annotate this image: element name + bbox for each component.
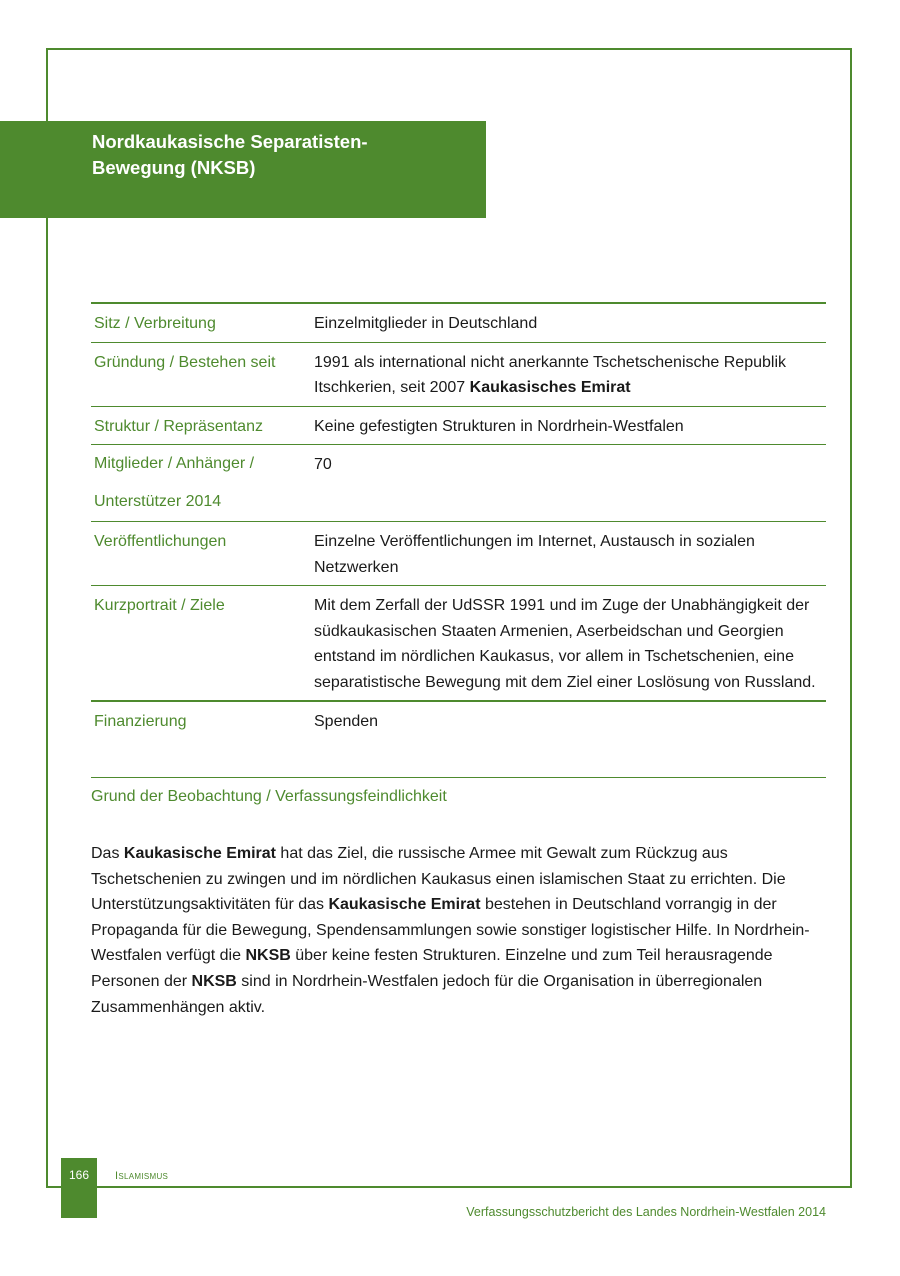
body-bold: Kaukasische Emirat (123, 845, 276, 862)
table-row (91, 445, 826, 522)
table-row (91, 303, 826, 342)
body-paragraph (91, 841, 826, 1020)
table-row (91, 586, 826, 702)
row-label: Gründung / Bestehen seit (91, 342, 310, 406)
body-text: über keine festen Strukturen. Einzelne und zum Teil herausragende Personen der (91, 947, 773, 990)
body-bold: NKSB (191, 972, 237, 990)
page-title (92, 129, 486, 181)
row-value: 70 (310, 445, 826, 522)
row-value: Einzelne Veröffentlichungen im Internet, Austausch in sozialen Netzwerken (310, 522, 826, 586)
body-bold: NKSB (245, 947, 291, 965)
table-row (91, 406, 826, 445)
row-label (91, 445, 310, 522)
row-label: Finanzierung (94, 713, 187, 730)
footer-publication: Verfassungsschutzbericht des Landes Nordrhein-Westfalen 2014 (466, 1205, 826, 1219)
row-label-line-1: Mitglieder / Anhänger / (94, 455, 255, 472)
row-value: Keine gefestigten Strukturen in Nordrhein-Westfalen (310, 406, 826, 445)
body-text: Das (91, 845, 124, 862)
row-label: Kurzportrait / Ziele (91, 586, 310, 702)
row-value: Mit dem Zerfall der UdSSR 1991 und im Zuge der Unabhängigkeit der südkaukasischen Staaten Armenien, Aserbeidschan und Georgien entstand im nördlichen Kaukasus, vor allem in Tschetschenien, eine separatistische Bewegung mit dem Ziel einer Loslösung von Russland. (310, 586, 826, 702)
row-value (310, 342, 826, 406)
row-label: Struktur / Repräsentanz (91, 406, 310, 445)
row-value: Spenden (314, 713, 379, 730)
running-section-name: Islamismus (115, 1170, 169, 1182)
page-title-line-1: Nordkaukasische Separatisten- (92, 131, 368, 152)
body-text: bestehen in Deutschland vorrangig in der Propaganda für die Bewegung, Spendensammlungen sowie sonstiger logistischer Hilfe. In Nordrhein-Westfalen verfügt die (91, 896, 810, 965)
row-label-line-2: Unterstützer 2014 (94, 493, 222, 510)
page-number: 166 (68, 1168, 90, 1182)
body-bold: Kaukasische Emirat (328, 896, 481, 914)
section-heading: Grund der Beobachtung / Verfassungsfeindlichkeit (91, 788, 447, 805)
table-row (91, 522, 826, 586)
table-row (91, 342, 826, 406)
body-text: hat das Ziel, die russische Armee mit Gewalt zum Rückzug aus Tschetschenien zu zwingen und im nördlichen Kaukasus einen islamischen Staat zu errichten. Die Unterstützungsaktivitäten für das (91, 845, 786, 914)
row-value: Einzelmitglieder in Deutschland (310, 303, 826, 342)
info-table (91, 302, 826, 753)
body-text: sind in Nordrhein-Westfalen jedoch für die Organisation in überregionalen Zusammenhängen aktiv. (91, 972, 763, 1016)
section-divider (91, 777, 826, 778)
row-label: Sitz / Verbreitung (91, 303, 310, 342)
page-title-line-2: Bewegung (NKSB) (92, 157, 256, 178)
table-row (91, 701, 826, 753)
row-label: Veröffentlichungen (91, 522, 310, 586)
row-value-text: 1991 als international nicht anerkannte Tschetschenische Republik Itschkerien, seit 2007 (314, 353, 787, 396)
title-banner (0, 121, 486, 218)
row-value-bold: Kaukasisches Emirat (469, 379, 631, 396)
